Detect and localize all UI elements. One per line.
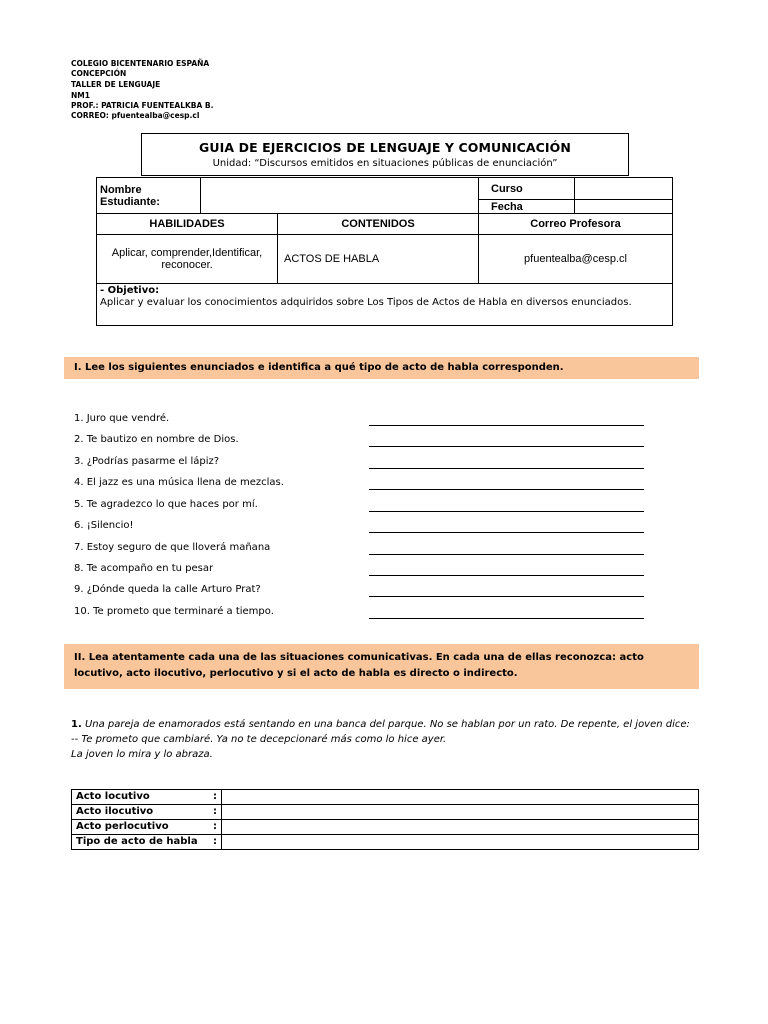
teacher-name: PROF.: PATRICIA FUENTEALKBA B. <box>71 101 214 110</box>
answer-line[interactable] <box>369 532 644 533</box>
act-label: Acto locutivo <box>76 791 150 802</box>
section-2-instruction <box>64 644 699 689</box>
teacher-email: CORREO: pfuentealba@cesp.cl <box>71 111 200 120</box>
info-table <box>96 177 673 326</box>
case-line-2: -- Te prometo que cambiaré. Ya no te decepcionaré más como lo hice ayer. <box>71 734 447 745</box>
skills-value: Aplicar, comprender,Identificar, reconocer. <box>97 235 278 284</box>
date-label: Fecha <box>479 200 575 214</box>
course-field[interactable] <box>575 178 673 200</box>
answer-line[interactable] <box>369 575 644 576</box>
school-city: CONCEPCIÓN <box>71 69 127 78</box>
section-2-instruction-text: II. Lea atentamente cada una de las situaciones comunicativas. En cada una de ellas reconozca: acto locutivo, acto ilocutivo, perlocutivo y si el acto de habla es directo o indirecto. <box>74 652 644 679</box>
list-item: 6. ¡Silencio! <box>74 520 134 531</box>
case-line-1 <box>71 717 699 732</box>
answer-line[interactable] <box>369 425 644 426</box>
page-title: GUIA DE EJERCICIOS DE LENGUAJE Y COMUNICACIÓN <box>199 140 571 155</box>
title-box <box>141 133 629 176</box>
school-name: COLEGIO BICENTENARIO ESPAÑA <box>71 59 210 68</box>
list-item: 7. Estoy seguro de que lloverá mañana <box>74 542 271 553</box>
objective-label: - Objetivo: <box>100 285 160 296</box>
case-number: 1. <box>71 719 82 730</box>
contents-value: ACTOS DE HABLA <box>278 235 479 284</box>
list-item: 1. Juro que vendré. <box>74 413 170 424</box>
skills-header: HABILIDADES <box>97 214 278 235</box>
answer-line[interactable] <box>369 446 644 447</box>
table-row <box>72 835 699 850</box>
table-row <box>72 790 699 805</box>
act-label-cell <box>72 790 222 805</box>
act-label: Acto ilocutivo <box>76 806 154 817</box>
list-item: 4. El jazz es una música llena de mezclas. <box>74 477 284 488</box>
act-label-cell <box>72 820 222 835</box>
list-item: 10. Te prometo que terminaré a tiempo. <box>74 606 274 617</box>
answer-line[interactable] <box>369 554 644 555</box>
student-name-field[interactable] <box>201 178 479 214</box>
answer-line[interactable] <box>369 596 644 597</box>
unit-subtitle: Unidad: “Discursos emitidos en situaciones públicas de enunciación” <box>212 158 558 169</box>
course-label: Curso <box>479 178 575 200</box>
objective-cell <box>97 284 673 326</box>
answer-line[interactable] <box>369 511 644 512</box>
case-text <box>71 717 699 762</box>
case-line-3: La joven lo mira y lo abraza. <box>71 749 213 760</box>
list-item: 9. ¿Dónde queda la calle Arturo Prat? <box>74 584 261 595</box>
act-label: Acto perlocutivo <box>76 821 169 832</box>
act-answer-field[interactable] <box>222 820 699 835</box>
case-narration: Una pareja de enamorados está sentando en una banca del parque. No se hablan por un rato. De repente, el joven dice: <box>81 719 690 730</box>
date-field[interactable] <box>575 200 673 214</box>
list-item: 3. ¿Podrías pasarme el lápiz? <box>74 456 220 467</box>
act-answer-field[interactable] <box>222 805 699 820</box>
list-item: 5. Te agradezco lo que haces por mí. <box>74 499 258 510</box>
answer-line[interactable] <box>369 489 644 490</box>
table-row <box>72 805 699 820</box>
act-label-cell <box>72 835 222 850</box>
teacher-email-value: pfuentealba@cesp.cl <box>479 235 673 284</box>
course-level: NM1 <box>71 91 90 100</box>
contents-header: CONTENIDOS <box>278 214 479 235</box>
student-name-label: Nombre Estudiante: <box>97 178 201 214</box>
teacher-email-header: Correo Profesora <box>479 214 673 235</box>
act-colon: : <box>213 791 217 802</box>
list-item: 2. Te bautizo en nombre de Dios. <box>74 434 239 445</box>
act-colon: : <box>213 806 217 817</box>
act-label: Tipo de acto de habla <box>76 836 198 847</box>
section-1-instruction <box>64 357 699 379</box>
objective-text: Aplicar y evaluar los conocimientos adquiridos sobre Los Tipos de Actos de Habla en diversos enunciados. <box>100 297 632 308</box>
speech-acts-table <box>71 789 699 850</box>
act-colon: : <box>213 821 217 832</box>
answer-line[interactable] <box>369 468 644 469</box>
answer-line[interactable] <box>369 618 644 619</box>
course-workshop: TALLER DE LENGUAJE <box>71 80 161 89</box>
list-item: 8. Te acompaño en tu pesar <box>74 563 214 574</box>
act-answer-field[interactable] <box>222 835 699 850</box>
act-colon: : <box>213 836 217 847</box>
act-answer-field[interactable] <box>222 790 699 805</box>
section-1-instruction-text: I. Lee los siguientes enunciados e identifica a qué tipo de acto de habla corresponden. <box>74 362 564 373</box>
table-row <box>72 820 699 835</box>
act-label-cell <box>72 805 222 820</box>
